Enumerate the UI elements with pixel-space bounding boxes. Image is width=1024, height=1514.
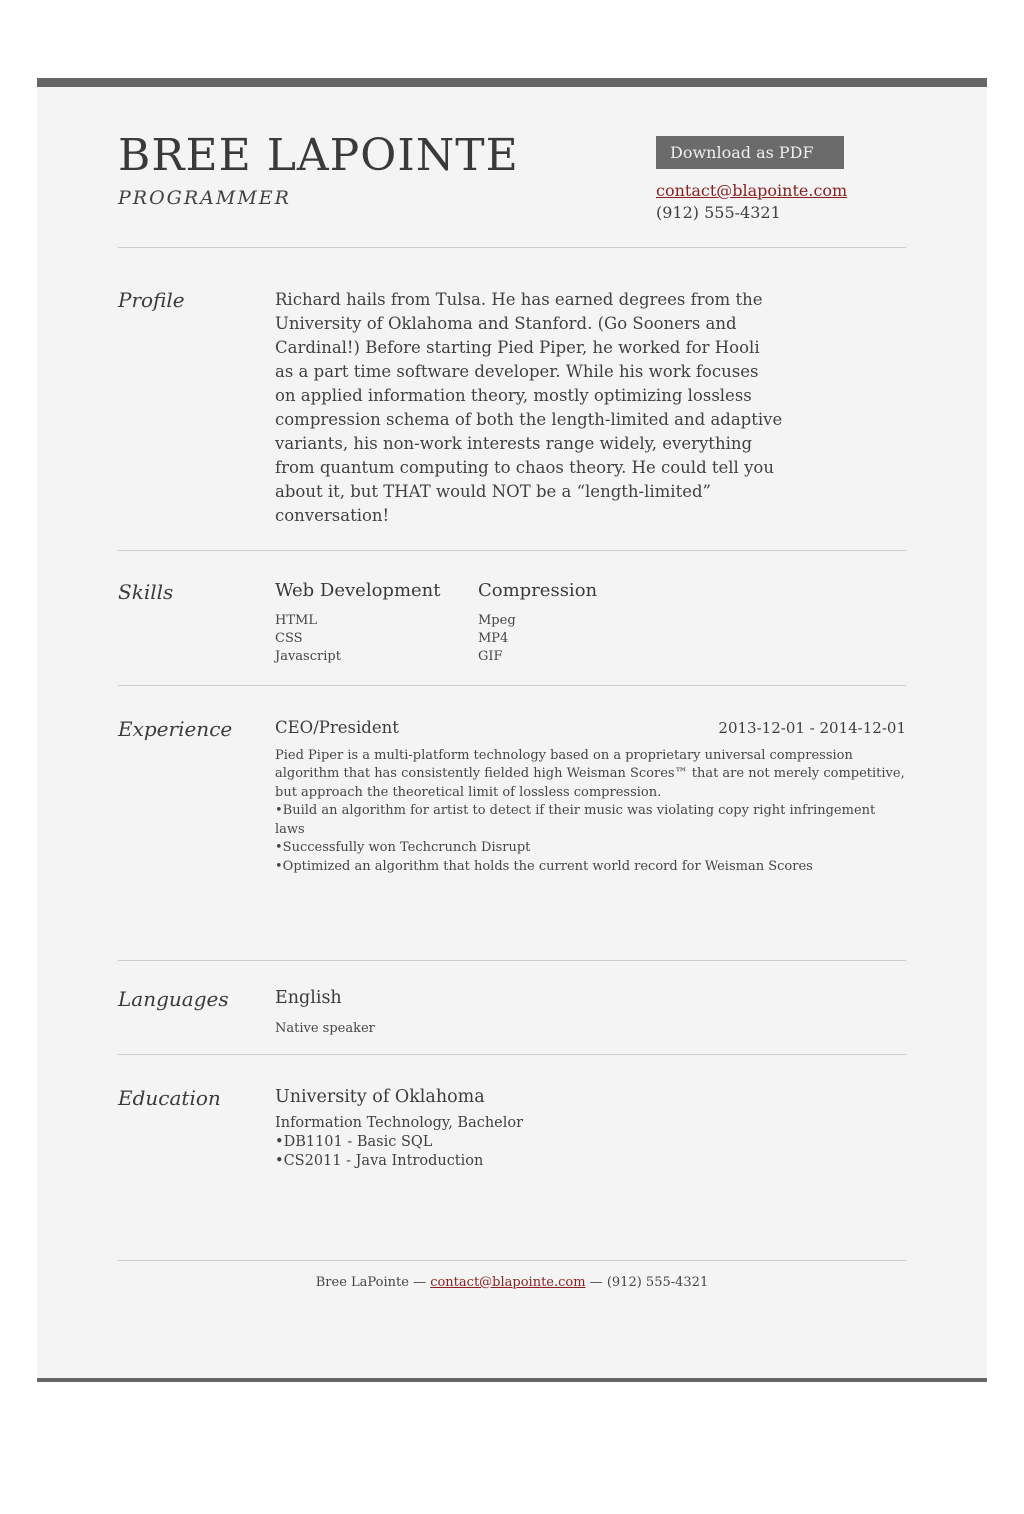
skill-group xyxy=(275,580,478,666)
job-dates: 2013-12-01 - 2014-12-01 xyxy=(718,718,906,737)
languages-section-label: Languages xyxy=(118,987,229,1012)
footer-separator: — xyxy=(413,1274,427,1290)
skill-items xyxy=(275,612,468,666)
header-identity xyxy=(118,130,519,222)
experience-section-label: Experience xyxy=(118,716,233,741)
skill-item: MP4 xyxy=(478,630,509,646)
profile-text: Richard hails from Tulsa. He has earned degrees from the University of Oklahoma and Stanford. (Go Sooners and Cardinal!) Before starting Pied Piper, he worked for Hooli as a part time software developer. While his work focuses on applied information theory, mostly optimizing lossless compression schema of both the length-limited and adaptive variants, his non-work interests range widely, everything from quantum computing to chaos theory. He could tell you about it, but THAT would NOT be a “length-limited” conversation! xyxy=(275,290,783,525)
header-contact xyxy=(656,134,906,222)
course-list xyxy=(275,1133,906,1171)
language-level: Native speaker xyxy=(275,1021,375,1037)
phone-number: (912) 555-4321 xyxy=(656,203,781,222)
skill-item: HTML xyxy=(275,612,317,628)
job-highlights xyxy=(275,802,906,876)
resume-paper xyxy=(37,87,987,1378)
footer-separator: — xyxy=(589,1274,603,1290)
job-highlight: • Build an algorithm for artist to detect if their music was violating copy right infringement laws xyxy=(275,802,906,839)
course-item: • CS2011 - Java Introduction xyxy=(275,1152,906,1171)
skill-item: Mpeg xyxy=(478,612,516,628)
skill-group xyxy=(478,580,681,666)
skills-section-label: Skills xyxy=(118,580,174,604)
education-section-label: Education xyxy=(118,1086,221,1111)
job-entry xyxy=(275,717,906,877)
skills-section xyxy=(118,551,906,685)
person-role: PROGRAMMER xyxy=(118,187,291,209)
person-name: BREE LAPOINTE xyxy=(118,130,519,181)
skill-item: Javascript xyxy=(275,648,341,664)
school-name: University of Oklahoma xyxy=(275,1087,485,1108)
skills-columns xyxy=(275,580,906,666)
job-title: CEO/President xyxy=(275,717,399,737)
footer-email-link[interactable]: contact@blapointe.com xyxy=(430,1274,586,1290)
profile-section-label: Profile xyxy=(118,288,185,312)
resume-sheet xyxy=(37,78,987,1382)
skill-item: GIF xyxy=(478,648,503,664)
job-highlight: • Optimized an algorithm that holds the current world record for Weisman Scores xyxy=(275,858,906,877)
skill-items xyxy=(478,612,671,666)
download-pdf-button[interactable]: Download as PDF xyxy=(656,136,844,169)
education-section xyxy=(118,1055,906,1260)
job-highlight: • Successfully won Techcrunch Disrupt xyxy=(275,839,906,858)
job-header xyxy=(275,717,906,738)
languages-section xyxy=(118,961,906,1054)
course-item: • DB1101 - Basic SQL xyxy=(275,1133,906,1152)
footer-name: Bree LaPointe xyxy=(315,1274,409,1290)
skill-group-name: Web Development xyxy=(275,580,441,601)
bottom-accent-bar xyxy=(37,1378,987,1382)
skill-group-name: Compression xyxy=(478,580,598,601)
experience-section xyxy=(118,686,906,961)
skill-item: CSS xyxy=(275,630,303,646)
job-summary: Pied Piper is a multi-platform technology based on a proprietary universal compression algorithm that has consistently fielded high Weisman Scores™ that are not merely competitive, but approach the theoretical limit of lossless compression. xyxy=(275,747,905,800)
language-name: English xyxy=(275,988,342,1009)
profile-section xyxy=(118,248,906,550)
resume-header xyxy=(118,87,906,247)
email-link[interactable]: contact@blapointe.com xyxy=(656,181,848,200)
top-accent-bar xyxy=(37,78,987,87)
footer-phone: (912) 555-4321 xyxy=(606,1274,709,1290)
degree: Information Technology, Bachelor xyxy=(275,1114,524,1131)
resume-footer xyxy=(118,1261,906,1378)
